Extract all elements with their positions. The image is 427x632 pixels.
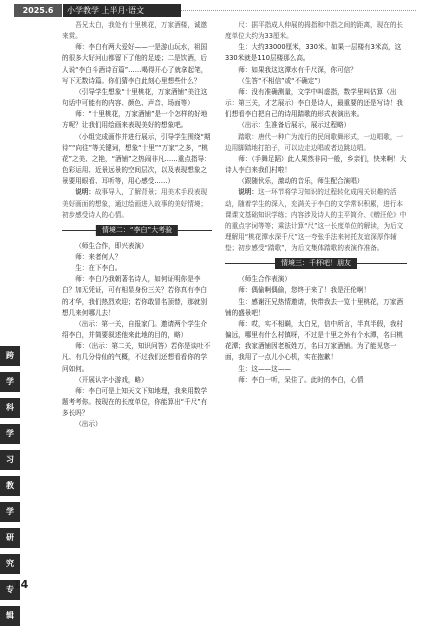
sidebar-char: 教	[0, 476, 20, 496]
magazine-title: 小学教学 上半月·语文	[63, 4, 181, 17]
paragraph: （小组完成画作并进行展示，引导学生围绕“期待”“向往”等关键词，想象“十里”“万家”之多，“桃花”之美、之艳，“酒铺”之热闹非凡……重点指导：色彩运用、近景远景的空间层次，以及表现想象之景要用眼看、耳听等，用心感受……）	[62, 132, 211, 186]
paragraph: 生：大约33000厘米，330米。如果一层楼有3米高，这330米就是110层楼那么高。	[225, 43, 402, 63]
paragraph: 师：李白一听，呆住了。此时的李白，心情	[238, 375, 364, 384]
issue-label: 2025.6	[14, 4, 62, 17]
right-column	[225, 20, 407, 386]
paragraph: （跟随伙乐，激动的音乐，师生配合演唱）	[238, 177, 364, 186]
sidebar-char: 学	[0, 424, 20, 444]
paragraph: 师：来者何人？	[75, 252, 122, 261]
note-text: 这一环节将学习知识的过程转化成闯关识趣的活动，随着学生的深入，充满关于李白的文学常识积累，进行本课课文基础知识学练；内容涉及诗人的主平简介、《赠汪伦》中的重点字词等等；乘法计算“尺”这一长度单位的解读，为后文理解用“桃花潭水深千尺”这一夸张手法来衬托友谊深厚作辅垫；初步感受“踏歌”，为后文集体踏歌的表演作准备。	[225, 188, 407, 253]
sidebar-char: 跨	[0, 346, 20, 366]
left-column	[62, 20, 212, 430]
paragraph: 吾兄太白，我处有十里桃花，万家酒楼，诚邀来赏。	[62, 21, 208, 41]
section-heading	[225, 258, 407, 269]
header-divider	[181, 10, 416, 11]
sidebar-char: 学	[0, 502, 20, 522]
paragraph: （师生合作，即兴表演）	[75, 241, 148, 250]
page-number: 14	[13, 578, 29, 591]
paragraph: 师：李白可是上知天文下知地理，我来用数学题考考你。按现在的长度单位，你能算出“千尺”有多长吗？	[62, 386, 208, 418]
section-title: 情境二：“李白”大考验	[96, 225, 178, 236]
paragraph: 生：这——这——	[238, 364, 291, 373]
note-text: 故事导入，了解背景；用美术手段表现美好画面的想象，通过绘画进入故事的美好情境；初步感受诗人的心情。	[62, 188, 208, 219]
sidebar-char: 学	[0, 372, 20, 392]
sidebar-char: 专	[0, 580, 20, 600]
paragraph: 生：在下李白。	[75, 264, 122, 273]
paragraph: 师：李白有两大爱好——一是游山玩水，祖国的很多大好河山都留下了他的足迹；二是饮酒，后人说“李白斗酒诗百篇”……喝得开心了就拿起笔，写下无数诗篇。你们猜李白此刻心里想些什么？	[62, 43, 208, 85]
sidebar-char: 究	[0, 554, 20, 574]
explanation-note	[62, 187, 212, 220]
section-heading	[62, 225, 212, 236]
paragraph: （出示）	[75, 420, 102, 429]
paragraph: （师生合作表演）	[238, 275, 291, 284]
sidebar-char: 科	[0, 398, 20, 418]
explanation-note	[225, 187, 407, 254]
note-label: 说明：	[238, 188, 258, 197]
paragraph: 师：没有准确测量，文学中叫虚指，数学里叫估算（出示：第三关，才艺展示）李白是诗人，最重要的还是写诗！我们想看李白把自己的诗用踏歌的形式表演出来。	[225, 87, 404, 119]
section-title: 情境三：千杯吧！朋友	[275, 258, 357, 269]
sidebar-char: 辑	[0, 606, 20, 626]
definition-note: 踏歌：唐代一种广为流行的民间歌舞形式，一边唱歌，一边用脚踏地打拍子，可以边走边唱或者边跳边唱。	[225, 132, 404, 152]
paragraph: 师：偶偷啊偶偷，您终于来了！我是汪伦啊！	[238, 286, 371, 295]
paragraph: 师：（手舞足蹈）此人果然非同一般，乡亲们，快来啊！大诗人李白来我们村啦！	[225, 154, 407, 175]
sidebar-char: 习	[0, 450, 20, 470]
note-label: 说明：	[75, 188, 95, 197]
sidebar-char: 研	[0, 528, 20, 548]
paragraph: （出示：第一关，自报家门。邀请两个学生介绍李白，并简要叙述他来此地的目的，略）	[62, 319, 208, 340]
paragraph: （引导学生想象“十里桃花，万家酒铺”美注这句话中可能有的内容、颜色、声音、场面等）	[62, 87, 208, 108]
paragraph: 师：（出示：第二关，知识问答）若你是谈吐不凡、有几分侍仙的气概，不过我们还想看看你的学问如何。	[62, 342, 211, 373]
paragraph: 师：哎，实不相瞒，太白兄，信中所言，半真半假，我村偏远，哪里有什么村镇呀，不过是十里之外有个水潭，名曰桃花潭；我家酒铺因老板姓万，名曰万家酒铺。为了能见您一面，我用了一点儿小心机，实在抱歉！	[225, 319, 404, 362]
paragraph: 师：李白乃我朝著名诗人，如何证明你是李白？加无凭证，可有相显身份三关？若你真有李白的才华，我们热烈欢迎；若你敢冒名顶替，那就别想几来何哪儿去！	[62, 275, 208, 317]
paragraph: 生：感谢汪兄热情邀请，快带我去一览十里桃花，万家酒铺的盛景吧！	[225, 297, 404, 317]
paragraph: （生答“不相信”或“不确定”）	[238, 76, 325, 85]
page-header	[0, 0, 427, 18]
paragraph: （开展认字小游戏，略）	[75, 375, 148, 384]
definition-note: 尺：据平指成人伸展的拇指和中指之间的距离，现在的长度单位大约为33厘米。	[225, 21, 404, 41]
paragraph: 师：如果我这这潭水有千尺深，你可信？	[238, 65, 357, 74]
paragraph: （出示：生准备后展示，展示过程略）	[238, 121, 351, 130]
paragraph: 师：“十里桃花，万家酒铺”是一个怎样的好地方呢？让我们用绘画来表现美好的想象吧。	[62, 110, 208, 130]
